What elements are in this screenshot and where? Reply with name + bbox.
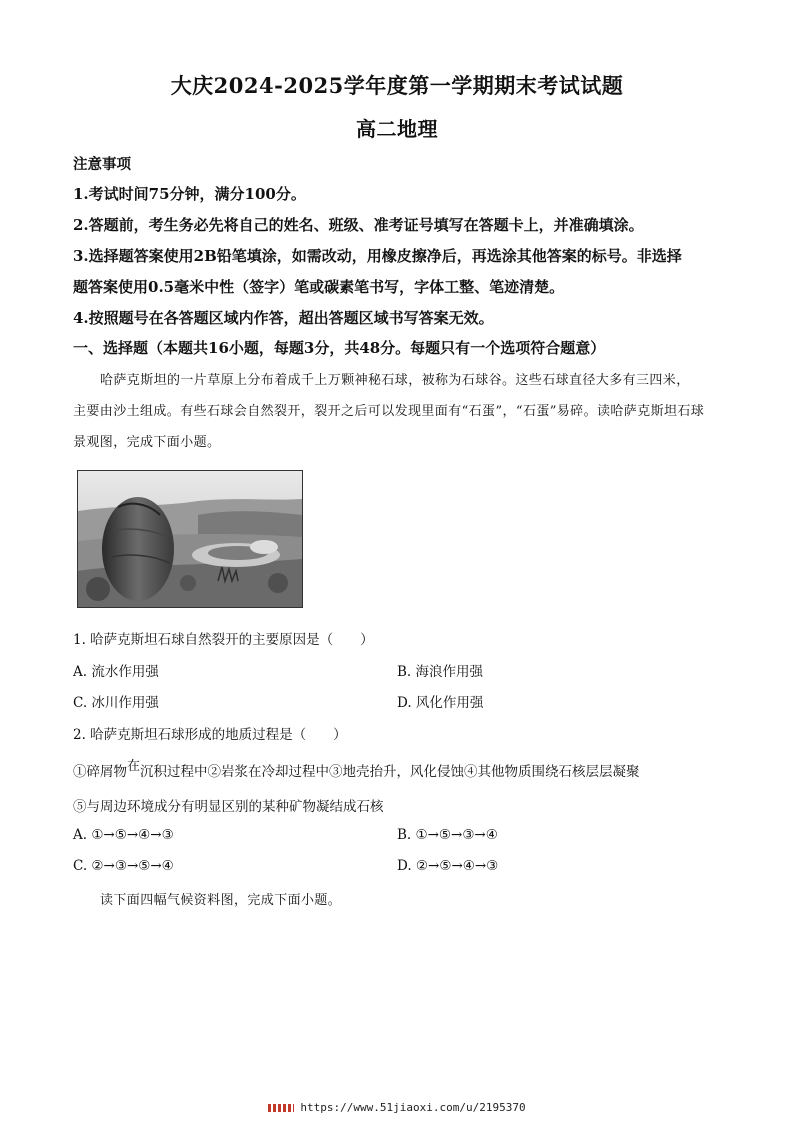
question-2-process-line-1: [73, 760, 640, 780]
process-text-raised: 在: [127, 759, 141, 774]
passage-line: 主要由沙土组成。有些石球会自然裂开，裂开之后可以发现里面有“石蛋”，“石蛋”易碎。读哈萨克斯坦石球: [73, 404, 705, 419]
question-1-option-c: C. 冰川作用强: [73, 695, 159, 711]
section-heading: 一、选择题（本题共16小题，每题3分，共48分。每题只有一个选项符合题意）: [73, 339, 606, 357]
footer-url[interactable]: https://www.51jiaoxi.com/u/2195370: [300, 1101, 526, 1114]
footer: [0, 1101, 794, 1114]
exam-subject: 高二地理: [356, 117, 438, 141]
question-1-option-d: D. 风化作用强: [397, 695, 484, 711]
question-1-option-b: B. 海浪作用强: [397, 664, 484, 680]
passage-line: 景观图，完成下面小题。: [73, 435, 221, 450]
notes-item: 1.考试时间75分钟，满分100分。: [73, 185, 306, 203]
question-2-process-line-2: ⑤与周边环境成分有明显区别的某种矿物凝结成石核: [73, 799, 384, 815]
question-1-option-a: A. 流水作用强: [73, 664, 159, 680]
question-1-stem: 1. 哈萨克斯坦石球自然裂开的主要原因是（ ）: [73, 632, 374, 648]
exam-title: 大庆2024-2025学年度第一学期期末考试试题: [170, 73, 624, 98]
notes-item: 4.按照题号在各答题区域内作答，超出答题区域书写答案无效。: [73, 309, 494, 327]
process-text: ①碎屑物: [73, 764, 127, 780]
notes-heading: 注意事项: [73, 156, 131, 173]
process-text: 沉积过程中②岩浆在冷却过程中③地壳抬升，风化侵蚀④其他物质围绕石核层层凝聚: [140, 764, 640, 780]
site-logo-icon: [268, 1104, 294, 1112]
notes-item: 3.选择题答案使用2B铅笔填涂，如需改动，用橡皮擦净后，再选涂其他答案的标号。非选择: [73, 247, 682, 265]
question-2-option-b: B. ①→⑤→③→④: [397, 827, 498, 843]
notes-item: 2.答题前，考生务必先将自己的姓名、班级、准考证号填写在答题卡上，并准确填涂。: [73, 216, 644, 234]
question-2-option-a: A. ①→⑤→④→③: [73, 827, 174, 843]
passage-line: 哈萨克斯坦的一片草原上分布着成千上万颗神秘石球，被称为石球谷。这些石球直径大多有三四米，: [100, 373, 690, 388]
passage-2-intro: 读下面四幅气候资料图，完成下面小题。: [100, 893, 342, 908]
question-2-option-d: D. ②→⑤→④→③: [397, 858, 499, 874]
question-2-option-c: C. ②→③→⑤→④: [73, 858, 174, 874]
question-2-stem: 2. 哈萨克斯坦石球形成的地质过程是（ ）: [73, 727, 347, 743]
notes-item: 题答案使用0.5毫米中性（签字）笔或碳素笔书写，字体工整、笔迹清楚。: [73, 278, 565, 296]
stone-ball-landscape-photo: [77, 470, 303, 608]
